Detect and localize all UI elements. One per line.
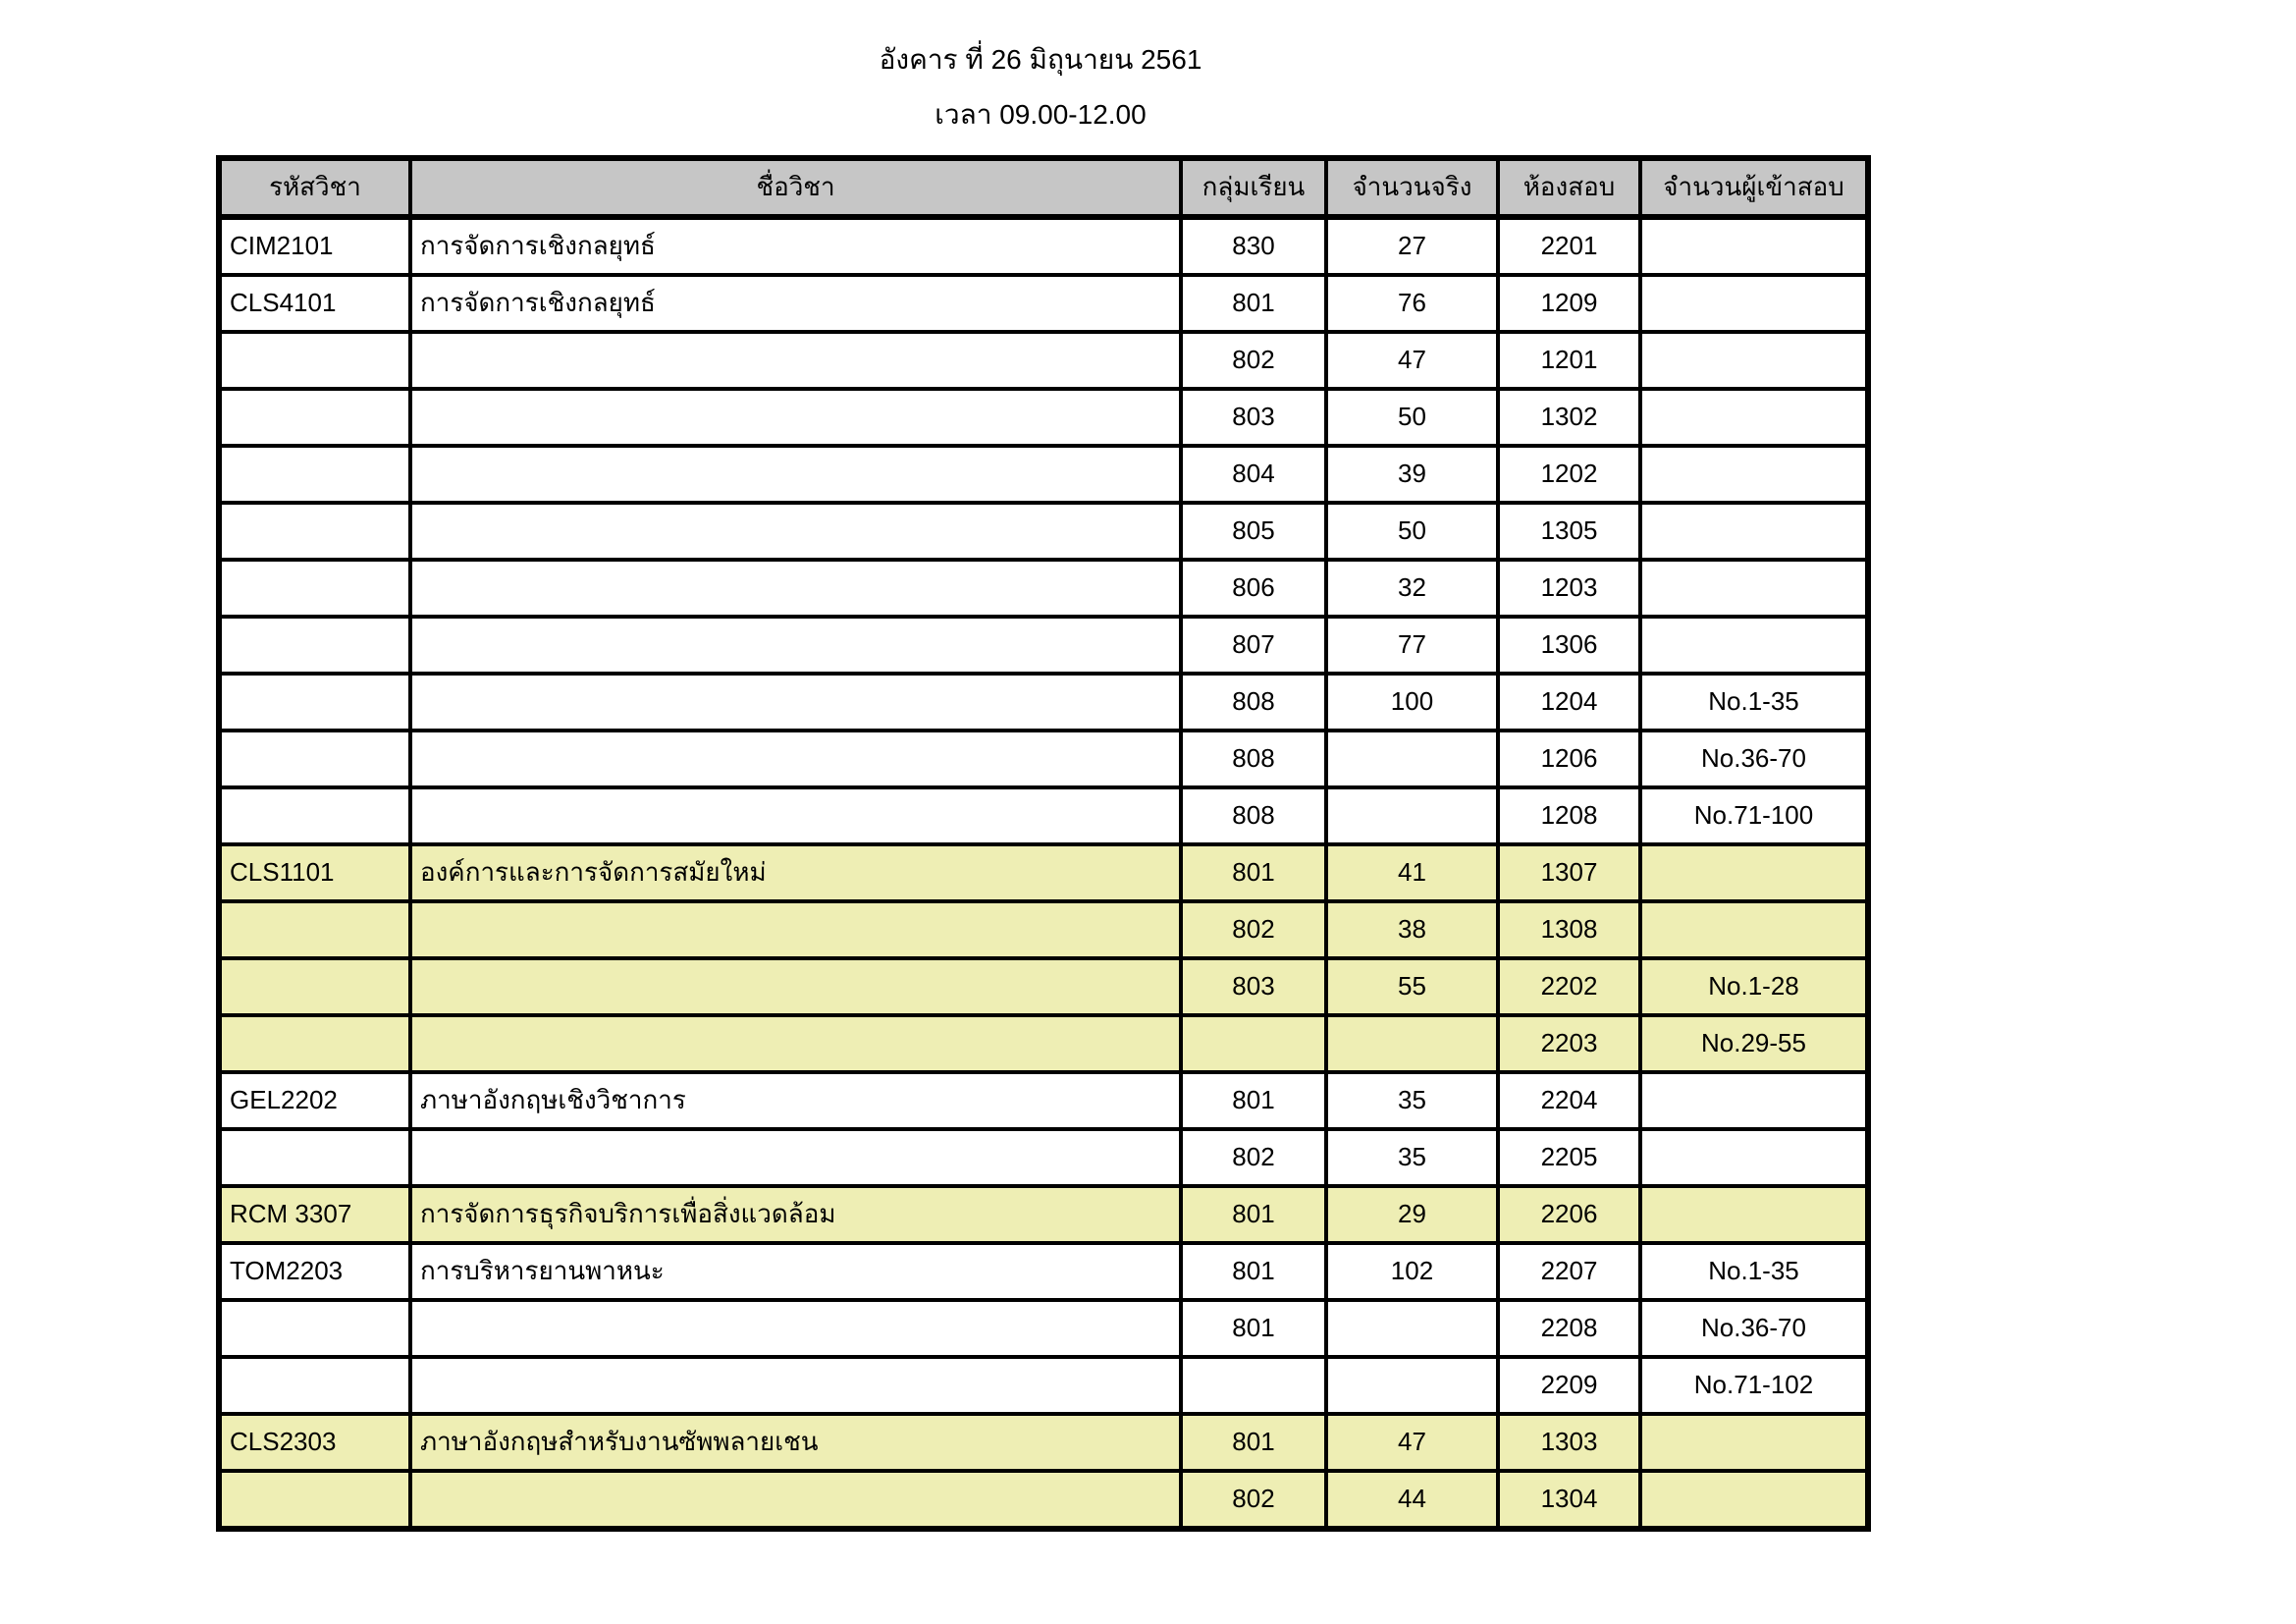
cell-course-code	[219, 1015, 410, 1072]
cell-course-name	[410, 674, 1181, 731]
cell-actual-count: 77	[1326, 617, 1498, 674]
cell-course-name	[410, 503, 1181, 560]
table-row	[219, 731, 1868, 787]
cell-course-code	[219, 560, 410, 617]
table-row	[219, 1414, 1868, 1471]
cell-exam-room: 2206	[1498, 1186, 1640, 1243]
table-header	[219, 158, 1868, 217]
cell-actual-count: 27	[1326, 217, 1498, 275]
table-row	[219, 958, 1868, 1015]
cell-exam-room: 2209	[1498, 1357, 1640, 1414]
cell-course-code	[219, 446, 410, 503]
cell-course-name: การจัดการเชิงกลยุทธ์	[410, 275, 1181, 332]
cell-exam-room: 1302	[1498, 389, 1640, 446]
cell-examinee-range: No.71-100	[1640, 787, 1868, 844]
table-row	[219, 275, 1868, 332]
cell-course-name	[410, 958, 1181, 1015]
table-row	[219, 332, 1868, 389]
table-row	[219, 446, 1868, 503]
page-titles	[216, 43, 1865, 131]
cell-actual-count: 47	[1326, 332, 1498, 389]
cell-study-group: 805	[1181, 503, 1326, 560]
cell-course-code: GEL2202	[219, 1072, 410, 1129]
cell-course-name	[410, 901, 1181, 958]
cell-examinee-range: No.1-35	[1640, 1243, 1868, 1300]
table-row	[219, 560, 1868, 617]
cell-actual-count: 35	[1326, 1129, 1498, 1186]
cell-examinee-range	[1640, 332, 1868, 389]
cell-exam-room: 1208	[1498, 787, 1640, 844]
cell-exam-room: 2205	[1498, 1129, 1640, 1186]
cell-study-group: 803	[1181, 389, 1326, 446]
cell-study-group: 808	[1181, 787, 1326, 844]
cell-course-code: CLS1101	[219, 844, 410, 901]
cell-course-code	[219, 389, 410, 446]
cell-examinee-range: No.1-28	[1640, 958, 1868, 1015]
cell-exam-room: 2202	[1498, 958, 1640, 1015]
cell-study-group: 801	[1181, 1243, 1326, 1300]
column-header-examinee-count: จำนวนผู้เข้าสอบ	[1640, 158, 1868, 217]
cell-examinee-range: No.29-55	[1640, 1015, 1868, 1072]
cell-actual-count: 29	[1326, 1186, 1498, 1243]
cell-course-name: การบริหารยานพาหนะ	[410, 1243, 1181, 1300]
cell-actual-count: 41	[1326, 844, 1498, 901]
cell-examinee-range: No.36-70	[1640, 731, 1868, 787]
exam-date-title: อังคาร ที่ 26 มิถุนายน 2561	[879, 44, 1202, 75]
cell-course-name	[410, 731, 1181, 787]
cell-exam-room: 1306	[1498, 617, 1640, 674]
cell-course-code	[219, 503, 410, 560]
table-row	[219, 844, 1868, 901]
cell-actual-count: 38	[1326, 901, 1498, 958]
column-header-study-group: กลุ่มเรียน	[1181, 158, 1326, 217]
cell-examinee-range	[1640, 1471, 1868, 1529]
cell-course-code	[219, 731, 410, 787]
cell-examinee-range: No.36-70	[1640, 1300, 1868, 1357]
cell-study-group: 807	[1181, 617, 1326, 674]
cell-examinee-range	[1640, 1414, 1868, 1471]
table-row	[219, 1471, 1868, 1529]
cell-course-code: CIM2101	[219, 217, 410, 275]
column-header-course-code: รหัสวิชา	[219, 158, 410, 217]
cell-examinee-range	[1640, 217, 1868, 275]
cell-course-name: ภาษาอังกฤษเชิงวิชาการ	[410, 1072, 1181, 1129]
cell-study-group: 830	[1181, 217, 1326, 275]
cell-examinee-range	[1640, 617, 1868, 674]
cell-exam-room: 1201	[1498, 332, 1640, 389]
cell-actual-count: 76	[1326, 275, 1498, 332]
cell-actual-count: 50	[1326, 389, 1498, 446]
cell-course-code	[219, 958, 410, 1015]
table-row	[219, 1129, 1868, 1186]
table-row	[219, 1357, 1868, 1414]
cell-examinee-range	[1640, 446, 1868, 503]
cell-exam-room: 1305	[1498, 503, 1640, 560]
cell-actual-count: 35	[1326, 1072, 1498, 1129]
cell-actual-count	[1326, 1300, 1498, 1357]
cell-course-name: ภาษาอังกฤษสำหรับงานซัพพลายเชน	[410, 1414, 1181, 1471]
cell-course-code	[219, 332, 410, 389]
cell-study-group	[1181, 1015, 1326, 1072]
cell-actual-count: 44	[1326, 1471, 1498, 1529]
column-header-course-name: ชื่อวิชา	[410, 158, 1181, 217]
cell-examinee-range	[1640, 275, 1868, 332]
cell-exam-room: 1307	[1498, 844, 1640, 901]
cell-course-name	[410, 787, 1181, 844]
cell-study-group: 802	[1181, 1129, 1326, 1186]
cell-exam-room: 1209	[1498, 275, 1640, 332]
cell-course-code: TOM2203	[219, 1243, 410, 1300]
table-row	[219, 1300, 1868, 1357]
cell-course-code	[219, 674, 410, 731]
cell-examinee-range	[1640, 1186, 1868, 1243]
cell-actual-count: 47	[1326, 1414, 1498, 1471]
header-row	[219, 158, 1868, 217]
table-row	[219, 787, 1868, 844]
cell-examinee-range: No.1-35	[1640, 674, 1868, 731]
cell-exam-room: 1206	[1498, 731, 1640, 787]
cell-course-code: RCM 3307	[219, 1186, 410, 1243]
cell-course-name: การจัดการเชิงกลยุทธ์	[410, 217, 1181, 275]
table-row	[219, 674, 1868, 731]
table-row	[219, 1015, 1868, 1072]
cell-actual-count	[1326, 1015, 1498, 1072]
cell-actual-count: 39	[1326, 446, 1498, 503]
cell-study-group	[1181, 1357, 1326, 1414]
cell-study-group: 804	[1181, 446, 1326, 503]
cell-study-group: 801	[1181, 1072, 1326, 1129]
table-row	[219, 617, 1868, 674]
table-row	[219, 901, 1868, 958]
cell-exam-room: 2208	[1498, 1300, 1640, 1357]
cell-course-code	[219, 1129, 410, 1186]
cell-course-name	[410, 446, 1181, 503]
cell-actual-count: 32	[1326, 560, 1498, 617]
cell-examinee-range	[1640, 503, 1868, 560]
cell-course-name	[410, 1015, 1181, 1072]
cell-actual-count: 100	[1326, 674, 1498, 731]
cell-exam-room: 2204	[1498, 1072, 1640, 1129]
cell-actual-count	[1326, 731, 1498, 787]
cell-course-name: การจัดการธุรกิจบริการเพื่อสิ่งแวดล้อม	[410, 1186, 1181, 1243]
cell-actual-count	[1326, 787, 1498, 844]
cell-study-group: 801	[1181, 844, 1326, 901]
cell-exam-room: 1304	[1498, 1471, 1640, 1529]
cell-study-group: 801	[1181, 1414, 1326, 1471]
cell-study-group: 808	[1181, 731, 1326, 787]
cell-study-group: 808	[1181, 674, 1326, 731]
cell-exam-room: 2203	[1498, 1015, 1640, 1072]
cell-study-group: 801	[1181, 1186, 1326, 1243]
cell-study-group: 806	[1181, 560, 1326, 617]
cell-examinee-range	[1640, 1072, 1868, 1129]
cell-examinee-range	[1640, 901, 1868, 958]
column-header-exam-room: ห้องสอบ	[1498, 158, 1640, 217]
cell-course-code	[219, 1471, 410, 1529]
table-row	[219, 503, 1868, 560]
table-row	[219, 389, 1868, 446]
cell-course-code	[219, 1300, 410, 1357]
table-row	[219, 217, 1868, 275]
cell-course-name	[410, 617, 1181, 674]
cell-course-name	[410, 560, 1181, 617]
cell-exam-room: 1308	[1498, 901, 1640, 958]
exam-schedule-table	[216, 155, 1871, 1532]
cell-exam-room: 1204	[1498, 674, 1640, 731]
cell-course-name	[410, 1357, 1181, 1414]
cell-course-code: CLS4101	[219, 275, 410, 332]
cell-study-group: 802	[1181, 332, 1326, 389]
cell-exam-room: 2201	[1498, 217, 1640, 275]
cell-actual-count	[1326, 1357, 1498, 1414]
cell-course-name	[410, 1471, 1181, 1529]
cell-actual-count: 50	[1326, 503, 1498, 560]
cell-course-code	[219, 1357, 410, 1414]
cell-course-code	[219, 901, 410, 958]
table-row	[219, 1186, 1868, 1243]
cell-actual-count: 102	[1326, 1243, 1498, 1300]
cell-examinee-range	[1640, 1129, 1868, 1186]
cell-examinee-range	[1640, 560, 1868, 617]
cell-course-name: องค์การและการจัดการสมัยใหม่	[410, 844, 1181, 901]
cell-examinee-range: No.71-102	[1640, 1357, 1868, 1414]
table-row	[219, 1072, 1868, 1129]
column-header-actual-count: จำนวนจริง	[1326, 158, 1498, 217]
cell-exam-room: 1203	[1498, 560, 1640, 617]
cell-examinee-range	[1640, 844, 1868, 901]
cell-course-name	[410, 332, 1181, 389]
table-body	[219, 217, 1868, 1529]
cell-exam-room: 2207	[1498, 1243, 1640, 1300]
cell-study-group: 802	[1181, 901, 1326, 958]
cell-exam-room: 1303	[1498, 1414, 1640, 1471]
cell-study-group: 801	[1181, 1300, 1326, 1357]
cell-study-group: 801	[1181, 275, 1326, 332]
cell-examinee-range	[1640, 389, 1868, 446]
cell-course-name	[410, 389, 1181, 446]
cell-course-code: CLS2303	[219, 1414, 410, 1471]
cell-study-group: 803	[1181, 958, 1326, 1015]
cell-course-code	[219, 787, 410, 844]
table-row	[219, 1243, 1868, 1300]
cell-course-code	[219, 617, 410, 674]
cell-actual-count: 55	[1326, 958, 1498, 1015]
cell-study-group: 802	[1181, 1471, 1326, 1529]
cell-course-name	[410, 1300, 1181, 1357]
cell-course-name	[410, 1129, 1181, 1186]
cell-exam-room: 1202	[1498, 446, 1640, 503]
exam-time-title: เวลา 09.00-12.00	[934, 98, 1147, 130]
